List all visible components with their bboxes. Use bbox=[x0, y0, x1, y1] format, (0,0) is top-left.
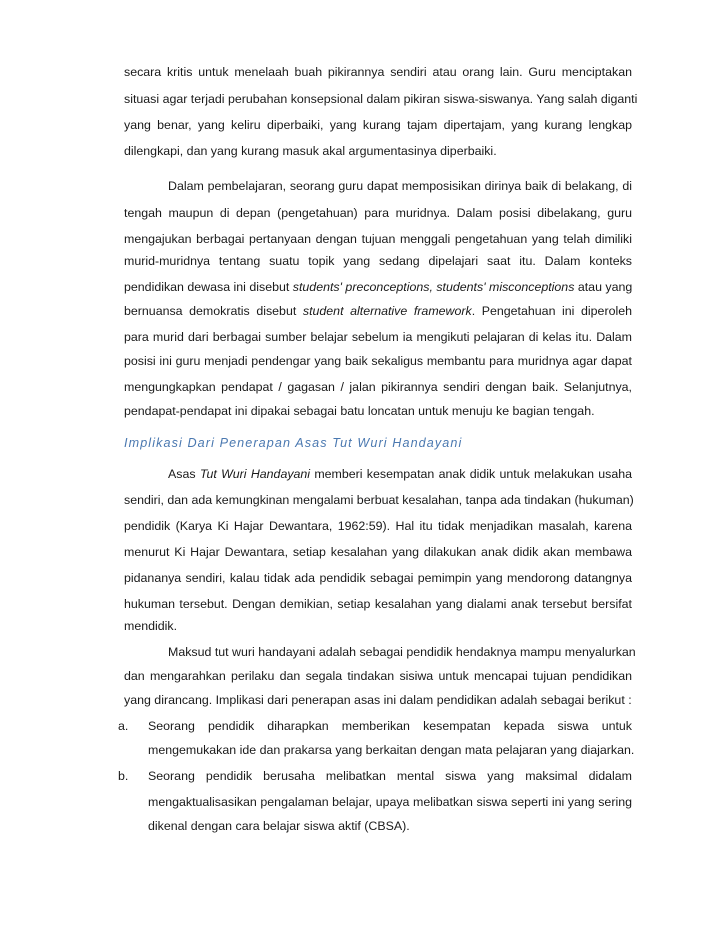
list-item-b-line-1: Seorang pendidik berusaha melibatkan mental siswa yang maksimal didalam bbox=[148, 769, 632, 783]
paragraph-3-line-6: hukuman tersebut. Dengan demikian, setiap kesalahan yang dialami anak tersebut bersifat bbox=[124, 597, 632, 611]
paragraph-2-line-8: posisi ini guru menjadi pendengar yang baik sekaligus membantu para muridnya agar dapat bbox=[124, 354, 632, 368]
italic-term: student alternative framework bbox=[302, 304, 472, 318]
text-run: atau yang bbox=[574, 280, 633, 294]
paragraph-2-line-6 bbox=[124, 303, 632, 319]
paragraph-2-line-7: para murid dari berbagai sumber belajar sebelum ia mengikuti pelajaran di kelas itu. Dalam bbox=[124, 330, 632, 344]
paragraph-4-line-2: dan mengarahkan perilaku dan segala tindakan sisiwa untuk mencapai tujuan pendidikan bbox=[124, 669, 632, 683]
text-run: Asas bbox=[168, 467, 200, 481]
list-item-b-line-3: dikenal dengan cara belajar siswa aktif (CBSA). bbox=[148, 819, 410, 833]
list-item-a-line-1: Seorang pendidik diharapkan memberikan kesempatan kepada siswa untuk bbox=[148, 719, 632, 733]
paragraph-4-line-1: Maksud tut wuri handayani adalah sebagai pendidik hendaknya mampu menyalurkan bbox=[168, 645, 636, 659]
section-heading: Implikasi Dari Penerapan Asas Tut Wuri Handayani bbox=[124, 436, 463, 450]
list-marker-a: a. bbox=[118, 719, 129, 733]
list-marker-b: b. bbox=[118, 769, 129, 783]
paragraph-2-line-4: murid-muridnya tentang suatu topik yang sedang dipelajari saat itu. Dalam konteks bbox=[124, 254, 632, 268]
italic-term: students' preconceptions, students' misconceptions bbox=[292, 280, 575, 294]
paragraph-1-line-1: secara kritis untuk menelaah buah pikirannya sendiri atau orang lain. Guru menciptakan bbox=[124, 65, 632, 79]
paragraph-3-line-1 bbox=[168, 466, 632, 482]
text-run: . Pengetahuan ini diperoleh bbox=[471, 304, 633, 318]
list-item-b-line-2: mengaktualisasikan pengalaman belajar, upaya melibatkan siswa seperti ini yang sering bbox=[148, 795, 632, 809]
paragraph-1-line-3: yang benar, yang keliru diperbaiki, yang kurang tajam dipertajam, yang kurang lengkap bbox=[124, 118, 632, 132]
text-run: bernuansa demokratis disebut bbox=[124, 304, 303, 318]
italic-term: Tut Wuri Handayani bbox=[199, 467, 311, 481]
paragraph-1-line-4: dilengkapi, dan yang kurang masuk akal argumentasinya diperbaiki. bbox=[124, 144, 497, 158]
paragraph-2-line-10: pendapat-pendapat ini dipakai sebagai batu loncatan untuk menuju ke bagian tengah. bbox=[124, 404, 595, 418]
paragraph-3-line-3: pendidik (Karya Ki Hajar Dewantara, 1962:59). Hal itu tidak menjadikan masalah, karena bbox=[124, 519, 632, 533]
paragraph-2-line-1: Dalam pembelajaran, seorang guru dapat memposisikan dirinya baik di belakang, di bbox=[168, 179, 632, 193]
paragraph-2-line-3: mengajukan berbagai pertanyaan dengan tujuan menggali pengetahuan yang telah dimiliki bbox=[124, 232, 632, 246]
list-item-a-line-2: mengemukakan ide dan prakarsa yang berkaitan dengan mata pelajaran yang diajarkan. bbox=[148, 743, 635, 757]
paragraph-2-line-2: tengah maupun di depan (pengetahuan) para muridnya. Dalam posisi dibelakang, guru bbox=[124, 206, 632, 220]
paragraph-1-line-2: situasi agar terjadi perubahan konsepsional dalam pikiran siswa-siswanya. Yang salah diganti bbox=[124, 92, 638, 106]
paragraph-3-line-5: pidananya sendiri, kalau tidak ada pendidik sebagai pemimpin yang mendorong datangnya bbox=[124, 571, 632, 585]
paragraph-2-line-5 bbox=[124, 279, 632, 295]
paragraph-2-line-9: mengungkapkan pendapat / gagasan / jalan pikirannya sendiri dengan baik. Selanjutnya, bbox=[124, 380, 632, 394]
text-run: pendidikan dewasa ini disebut bbox=[124, 280, 293, 294]
paragraph-3-line-4: menurut Ki Hajar Dewantara, setiap kesalahan yang dilakukan anak didik akan membawa bbox=[124, 545, 632, 559]
paragraph-3-line-2: sendiri, dan ada kemungkinan mengalami berbuat kesalahan, tanpa ada tindakan (hukuman) bbox=[124, 493, 634, 507]
paragraph-3-line-7: mendidik. bbox=[124, 619, 178, 633]
paragraph-4-line-3: yang dirancang. Implikasi dari penerapan asas ini dalam pendidikan adalah sebagai berikut : bbox=[124, 693, 632, 707]
text-run: memberi kesempatan anak didik untuk melakukan usaha bbox=[310, 467, 632, 481]
